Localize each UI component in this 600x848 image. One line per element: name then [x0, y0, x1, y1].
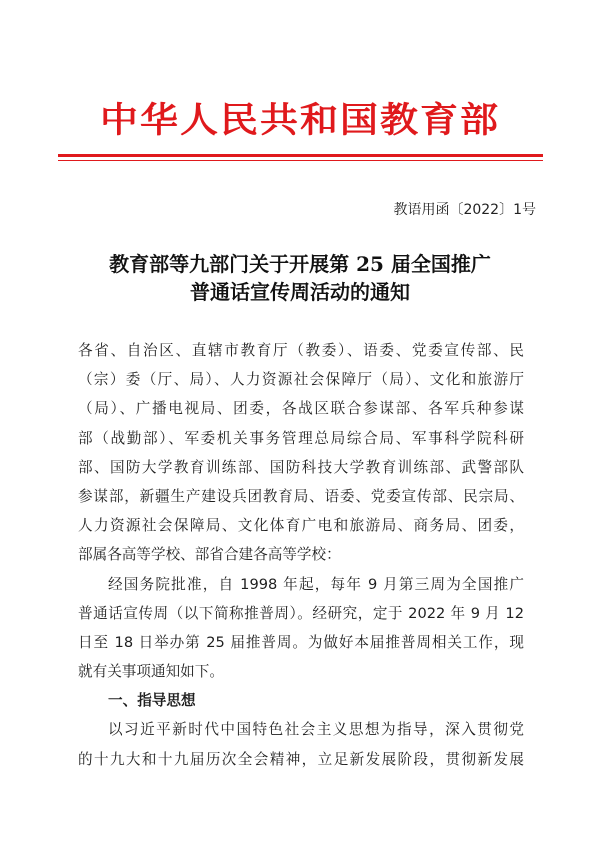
- masthead-rule-thin: [58, 160, 543, 161]
- masthead-title: 中华人民共和国教育部: [99, 98, 500, 141]
- document-number: 教语用函〔2022〕1号: [393, 202, 536, 218]
- masthead-rule-thick: [58, 154, 543, 157]
- recipient-line: 部（战勤部）、军委机关事务管理总局综合局、军事科学院科研: [78, 429, 524, 447]
- recipient-line: （局）、广播电视局、团委，各战区联合参谋部、各军兵种参谋: [78, 400, 524, 418]
- section-line: 以习近平新时代中国特色社会主义思想为指导，深入贯彻党: [108, 721, 524, 739]
- recipient-line: （宗）委（厅、局）、人力资源社会保障厅（局）、文化和旅游厅: [78, 371, 524, 389]
- document-body: [78, 336, 524, 774]
- recipient-line: 各省、自治区、直辖市教育厅（教委）、语委、党委宣传部、民: [78, 342, 524, 359]
- section-line: 的十九大和十九届历次全会精神，立足新发展阶段，贯彻新发展: [78, 750, 524, 768]
- recipient-line: 人力资源社会保障局、文化体育广电和旅游局、商务局、团委，: [78, 517, 524, 535]
- document-title-line: 普通话宣传周活动的通知: [190, 280, 410, 304]
- intro-line: 日至 18 日举办第 25 届推普周。为做好本届推普周相关工作，现: [78, 633, 524, 651]
- recipient-line: 参谋部，新疆生产建设兵团教育局、语委、党委宣传部、民宗局、: [78, 487, 524, 505]
- intro-line: 就有关事项通知如下。: [78, 663, 224, 681]
- recipient-line: 部属各高等学校、部省合建各高等学校：: [78, 546, 341, 564]
- document-title: [0, 250, 600, 306]
- recipient-line: 部、国防大学教育训练部、国防科技大学教育训练部、武警部队: [78, 458, 524, 476]
- document-title-line: 教育部等九部门关于开展第 25 届全国推广: [109, 252, 491, 276]
- section-heading: 一、指导思想: [108, 692, 196, 710]
- intro-line: 经国务院批准，自 1998 年起，每年 9 月第三周为全国推广: [108, 575, 524, 593]
- intro-line: 普通话宣传周（以下简称推普周）。经研究，定于 2022 年 9 月 12: [78, 604, 524, 622]
